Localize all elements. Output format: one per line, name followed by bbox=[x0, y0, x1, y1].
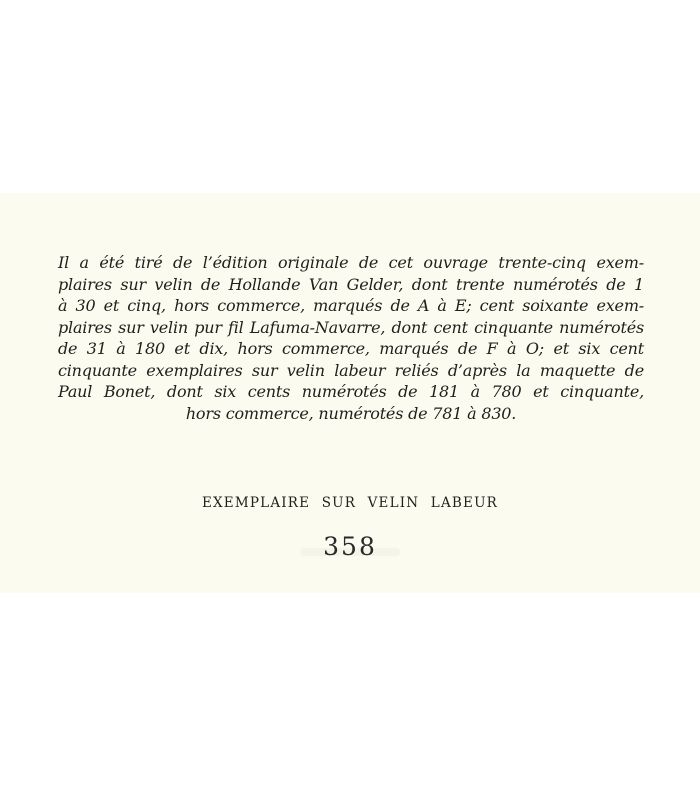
justification-line: hors commerce, numérotés de 781 à 830. bbox=[185, 403, 517, 423]
justification-line: cinquante exemplaires sur velin labeur reliés d’après la maquette de bbox=[58, 360, 644, 380]
justification-text bbox=[58, 252, 644, 424]
justification-line: de 31 à 180 et dix, hors commerce, marqués de F à O; et six cent bbox=[58, 339, 644, 358]
copy-type-label: EXEMPLAIRE SUR VELIN LABEUR bbox=[201, 495, 499, 511]
copy-number: 358 bbox=[323, 532, 377, 561]
justification-line: plaires sur velin pur fil Lafuma-Navarre, dont cent cinquante numérotés bbox=[58, 317, 644, 337]
justification-line: Il a été tiré de l’édition originale de cet ouvrage trente-cinq exem- bbox=[58, 253, 644, 272]
justification-line: plaires sur velin de Hollande Van Gelder, dont trente numérotés de 1 bbox=[58, 274, 644, 294]
justification-line: à 30 et cinq, hors commerce, marqués de A à E; cent soixante exem- bbox=[58, 296, 644, 315]
justification-line: Paul Bonet, dont six cents numérotés de 181 à 780 et cinquante, bbox=[58, 382, 644, 401]
